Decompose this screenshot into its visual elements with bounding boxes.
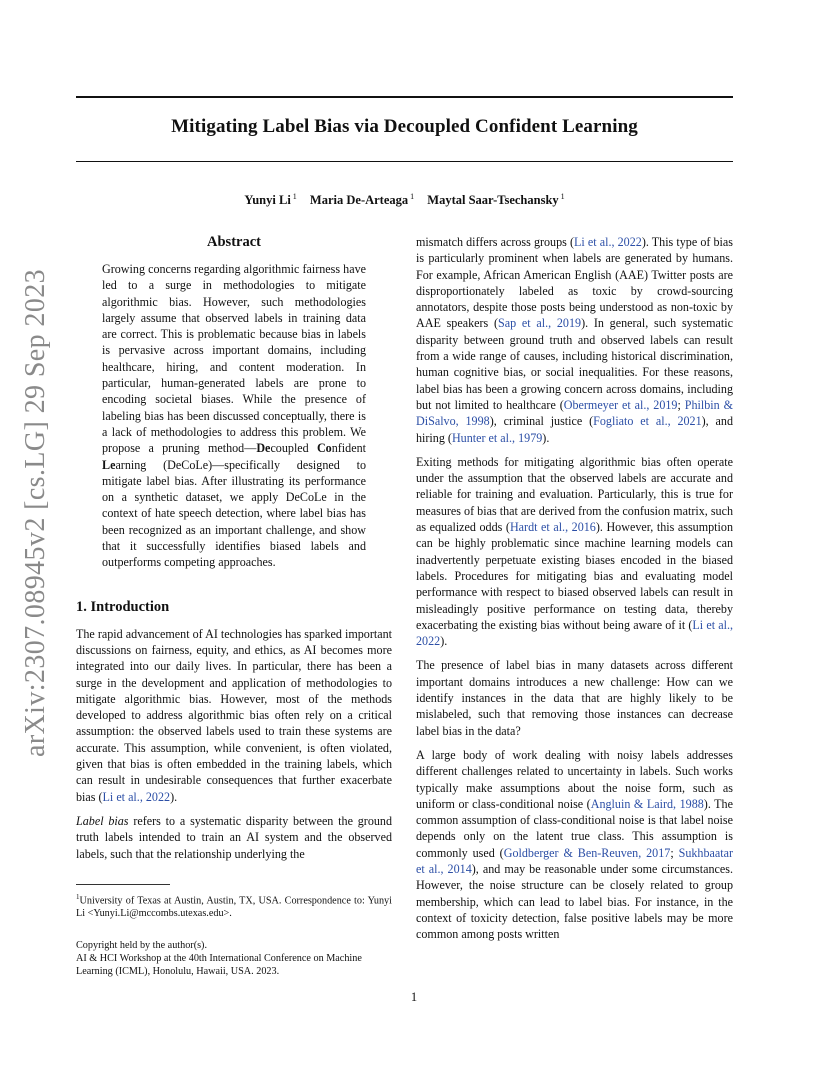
- citation-link[interactable]: Sukhbaatar et al., 2014: [416, 845, 733, 876]
- arxiv-watermark: arXiv:2307.08945v2 [cs.LG] 29 Sep 2023: [20, 268, 51, 757]
- abstract-body: Growing concerns regarding algorithmic fairness have led to a surge in methodologies to mitigate algorithmic bias. However, such methodologies largely assume that observed labels in training data are correct. This is problematic because bias in labels is pervasive across important domains, including healthcare, hiring, and content moderation. In particular, human-generated labels are prone to encoding societal biases. While the presence of labeling bias has been discussed conceptually, there is a lack of methodologies to address this problem. We propose a pruning method—Decoupled Confident Learning (DeCoLe)—specifically designed to mitigate label bias. After illustrating its performance on a synthetic dataset, we apply DeCoLe in the context of hate speech detection, where label bias has been recognized as an important challenge, and show that it successfully identifies biased labels and outperforms competing approaches.: [102, 262, 366, 570]
- intro-paragraph: Label bias refers to a systematic disparity between the ground truth labels intended to train an AI system and the observed labels, such that the relationship underlying the: [76, 813, 393, 861]
- section-heading-introduction: 1. Introduction: [76, 598, 170, 615]
- body-paragraph: Exiting methods for mitigating algorithmic bias often operate under the assumption that the observed labels are accurate and reliable for training and evaluation. Particularly, this is true for measures of bias that are derived from the confusion matrix, such as equalized odds (Hardt et al., 2016). However, this assumption can be highly problematic since machine learning models can inadvertently perpetuate existing biases encoded in the biased labels. Procedures for mitigating bias and evaluating model performance with respect to biased observed labels can result in misleadingly positive performance on testing data, thereby exacerbating the existing bias without being aware of it (Li et al., 2022).: [416, 454, 734, 649]
- citation-link[interactable]: Philbin & DiSalvo, 1998: [416, 397, 733, 429]
- left-column: [76, 234, 392, 979]
- citation-link[interactable]: Fogliato et al., 2021: [593, 414, 702, 429]
- body-paragraph: A large body of work dealing with noisy labels addresses different challenges related to uncertainty in labels. Such works typically make assumptions about the noise form, such as uniform or class-conditional noise (Angluin & Laird, 1988). The common assumption of class-conditional noise is that label noise depends only on the latent true class. This assumption is commonly used (Goldberger & Ben-Reuven, 2017; Sukhbaatar et al., 2014), and may be reasonable under some circumstances. However, the noise structure can be closely related to group membership, which can lead to label bias. For instance, in the context of toxicity detection, false positive labels may be more common among posts written: [416, 747, 733, 942]
- abstract-heading: Abstract: [207, 234, 261, 250]
- affiliation-footnote: $^1$University of Texas at Austin, Austin, TX, USA. Correspondence to: Yunyi Li <Yunyi.Li@mccombs.utexas.edu>.: [76, 892, 392, 920]
- affiliation-mark: 1: [560, 192, 565, 201]
- body-paragraph: mismatch differs across groups (Li et al., 2022). This type of bias is particularly prominent when labels are generated by humans. For example, African American English (AAE) Twitter posts are disproportionately labeled as toxic by crowd-sourcing annotators, despite those posts being understood as non-toxic by AAE speakers (Sap et al., 2019). In general, such systematic disparity between ground truth and observed labels can result from a wide range of causes, including historical discrimination, human cognitive bias, or social inequalities. For these reasons, label bias has been a growing concern across domains, including but not limited to healthcare (Obermeyer et al., 2019; Philbin & DiSalvo, 1998), criminal justice (Fogliato et al., 2021), and hiring (Hunter et al., 1979).: [416, 235, 734, 445]
- author-name: Yunyi Li: [244, 193, 291, 208]
- body-paragraph: The presence of label bias in many datasets across different important domains introduces a new challenge: How can we identify instances in the data that are highly likely to be mislabeled, such that removing those instances can decrease label bias in the data?: [416, 658, 733, 738]
- author-name: Maytal Saar-Tsechansky: [427, 193, 559, 208]
- right-column: [416, 234, 733, 942]
- citation-link[interactable]: Hunter et al., 1979: [451, 430, 543, 445]
- citation-link[interactable]: Li et al., 2022: [102, 789, 171, 804]
- citation-link[interactable]: Sap et al., 2019: [498, 316, 582, 331]
- title-bottom-rule: [76, 161, 733, 162]
- citation-link[interactable]: Obermeyer et al., 2019: [563, 397, 678, 412]
- author-list: [76, 192, 733, 208]
- intro-paragraph: The rapid advancement of AI technologies has sparked important discussions on fairness, equity, and ethics, as AI becomes more integrated into our daily lives. In particular, there has been a surge in the development and application of methodologies to mitigate algorithmic bias. However, most of the methods developed to address algorithmic bias often rely on a critical assumption: the observed labels used to train these systems are accurate. This assumption, while convenient, is often violated, given that bias is often embedded in the training labels, which can result in undesirable consequences that further exacerbate bias (Li et al., 2022).: [76, 626, 392, 804]
- copyright-notice: Copyright held by the author(s). AI & HCI Workshop at the 40th International Conference on Machine Learning (ICML), Honolulu, Hawaii, USA. 2023.: [76, 939, 362, 978]
- title-top-rule: [76, 96, 733, 98]
- author-name: Maria De-Arteaga: [309, 193, 409, 208]
- affiliation-mark: 1: [292, 192, 297, 201]
- citation-link[interactable]: Li et al., 2022: [574, 235, 642, 249]
- citation-link[interactable]: Hardt et al., 2016: [509, 520, 596, 535]
- citation-link[interactable]: Li et al., 2022: [416, 617, 734, 649]
- citation-link[interactable]: Goldberger & Ben-Reuven, 2017: [503, 845, 671, 860]
- paper-title: Mitigating Label Bias via Decoupled Confident Learning: [171, 116, 638, 137]
- affiliation-mark: 1: [410, 192, 415, 201]
- citation-link[interactable]: Angluin & Laird, 1988: [590, 796, 704, 811]
- footnote-divider: [76, 884, 170, 885]
- page-number: 1: [410, 990, 418, 1004]
